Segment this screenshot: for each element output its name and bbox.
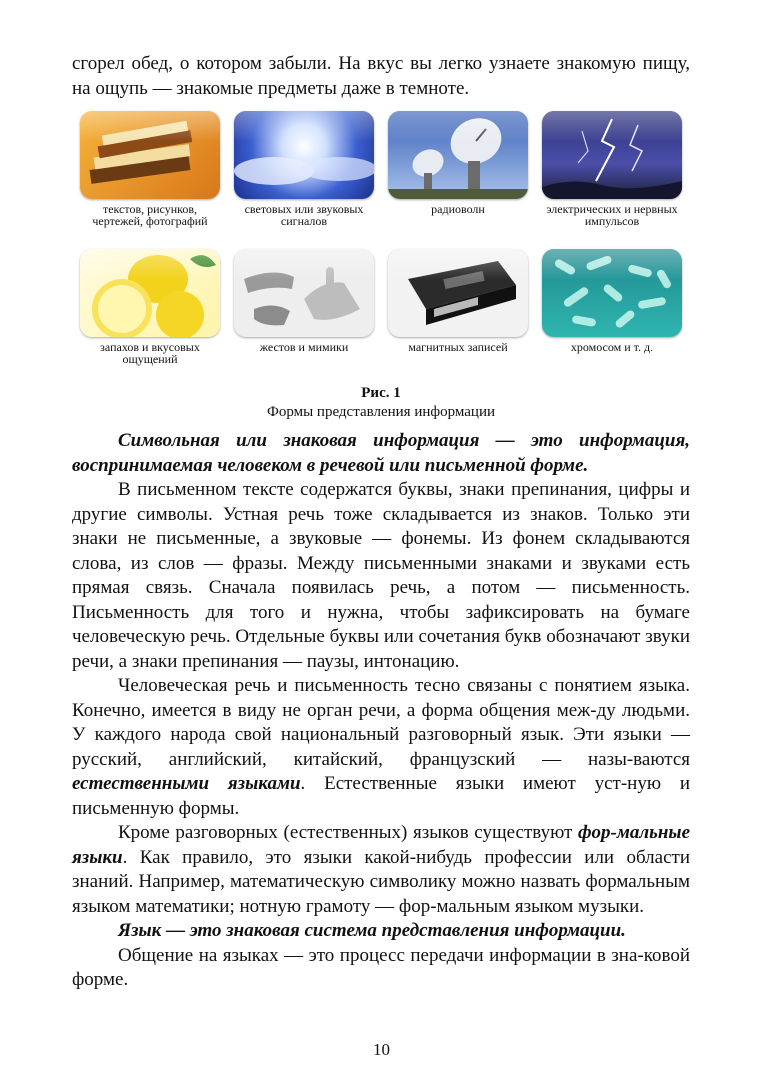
paragraph-communication: Общение на языках — это процесс передачи информации в зна-ковой форме. [72, 944, 690, 990]
figure-caption: световых или звуковых сигналов [244, 202, 364, 228]
figure-tile [234, 249, 374, 377]
page-number: 10 [373, 1040, 390, 1059]
figure-caption: жестов и мимики [259, 340, 349, 354]
figure-caption: магнитных записей [408, 340, 508, 354]
figure-tile [388, 111, 528, 239]
text-span: Человеческая речь и письменность тесно связаны с понятием языка. Конечно, имеется в виду не орган речи, а форма общения меж-ду людьми. У каждого народа свой национальный разговорный язык. Эти языки — русский, английский, китайский, французский — назы-ваются [72, 675, 690, 770]
lemon-icon [80, 249, 220, 337]
text-span: Кроме разговорных (естественных) языков существуют [118, 822, 578, 843]
paragraph-formal-languages [72, 821, 690, 919]
term-formal-languages: фор-мальные языки [72, 822, 690, 868]
figure-grid [80, 111, 690, 377]
term-natural-languages: естественными языками [72, 773, 301, 794]
text-span: . Естественные языки имеют уст-ную и письменную формы. [72, 773, 691, 819]
figure-tile [542, 249, 682, 377]
definition-language: Язык — это знаковая система представления информации. [118, 920, 626, 941]
figure-caption: электрических и нервных импульсов [546, 202, 678, 228]
figure-subtitle: Формы представления информации [266, 404, 496, 420]
chromosomes-icon [542, 249, 682, 337]
hands-gesture-icon [234, 249, 374, 337]
figure-caption: текстов, рисунков, чертежей, фотографий [92, 202, 208, 228]
intro-paragraph: сгорел обед, о котором забыли. На вкус вы легко узнаете знакомую пищу, на ощупь — знакомые предметы даже в темноте. [72, 53, 690, 99]
figure-tile [234, 111, 374, 239]
figure-tile [80, 111, 220, 239]
paragraph-written-text: В письменном тексте содержатся буквы, знаки препинания, цифры и другие символы. Устная речь тоже складывается из знаков. Только эти знаки не письменные, а звуковые — фонемы. Из фонем складываются слова, из слов — фразы. Между письменными знаками и звуками есть прямая связь. Сначала появилась речь, а потом — письменность. Письменность для того и нужна, чтобы зафиксировать на бумаге человеческую речь. Отдельные буквы или сочетания букв обозначают звуки речи, а знаки препинания — паузы, интонацию. [72, 479, 690, 672]
figure-caption: радиоволн [431, 202, 485, 216]
radio-dish-icon [388, 111, 528, 199]
text-span: . Как правило, это языки какой-нибудь профессии или области знаний. Например, математическую символику можно назвать формальным языком математики; нотную грамоту — фор-мальным языком музыки. [72, 846, 690, 917]
paragraph-natural-languages [72, 674, 690, 821]
figure-tile [388, 249, 528, 377]
figure-title: Рис. 1 [361, 385, 401, 401]
lightning-icon [542, 111, 682, 199]
clouds-light-icon [234, 111, 374, 199]
figure-tile [542, 111, 682, 239]
figure-caption: запахов и вкусовых ощущений [100, 340, 200, 366]
figure-tile [80, 249, 220, 377]
books-icon [80, 111, 220, 199]
definition-symbolic-information: Символьная или знаковая информация — это информация, воспринимаемая человеком в речевой или письменной форме. [72, 430, 690, 476]
page-content [72, 52, 690, 993]
figure-caption: хромосом и т. д. [570, 340, 654, 354]
magnetic-tape-icon [388, 249, 528, 337]
